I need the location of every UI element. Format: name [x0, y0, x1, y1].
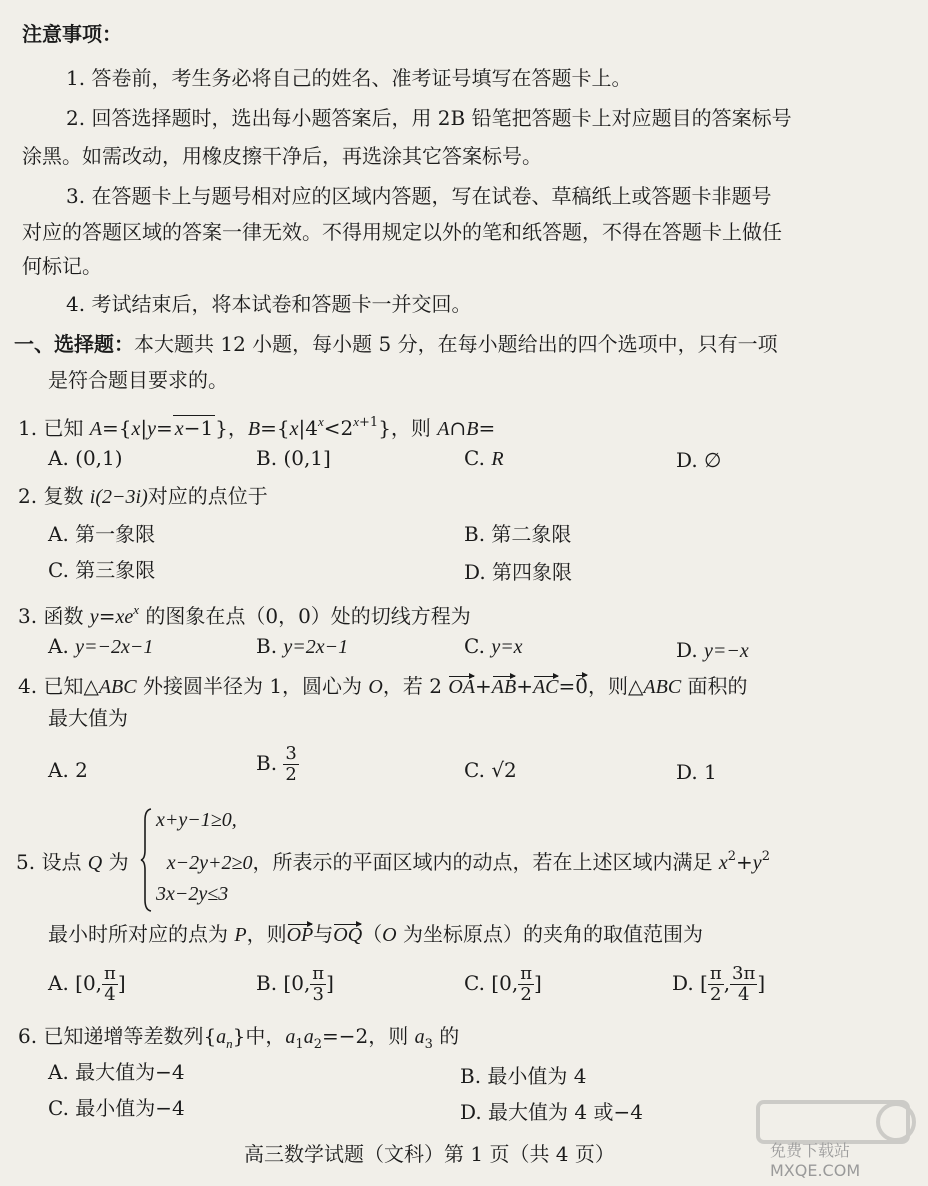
question-2-option-c: C. 第三象限: [48, 558, 156, 582]
question-1-option-d: D. ∅: [676, 448, 722, 472]
page-footer: 高三数学试题（文科）第 1 页（共 4 页）: [244, 1142, 615, 1166]
question-4-option-d: D. 1: [676, 760, 717, 784]
question-5-option-b: B. [0, $\frac{\pi}{3}$ ]: [256, 963, 334, 1005]
question-1-option-b: B. (0,1]: [256, 446, 331, 470]
question-2-stem: 2. 复数 i(2−3i)对应的点位于: [18, 484, 268, 508]
question-4-option-c: C. √2: [464, 758, 517, 782]
question-3-stem: 3. 函数 $y=xe^x$ 的图象在点（0，0）处的切线方程为: [18, 602, 471, 628]
section-description: 本大题共 12 小题，每小题 5 分，在每小题给出的四个选项中，只有一项: [134, 332, 778, 356]
section-description-2: 是符合题目要求的。: [48, 368, 228, 392]
question-5-option-d: D. [ $\frac{\pi}{2}$ , $\frac{3\pi}{4}$ ]: [672, 963, 766, 1005]
question-6-option-c: C. 最小值为−4: [48, 1096, 185, 1120]
section-title: 一、选择题：: [14, 332, 134, 356]
question-4-option-b: B. $\frac{3}{2}$: [256, 743, 297, 785]
notice-item-2b: 涂黑。如需改动，用橡皮擦干净后，再选涂其它答案标号。: [22, 144, 542, 168]
notice-item-3a: 3. 在答题卡上与题号相对应的区域内答题，写在试卷、草稿纸上或答题卡非题号: [66, 184, 772, 208]
question-5-constraint-3: 3x−2y≤3: [156, 883, 229, 905]
question-5-stem-2: 最小时所对应的点为 P，则OP与OQ（O 为坐标原点）的夹角的取值范围为: [48, 920, 703, 949]
question-2-option-a: A. 第一象限: [48, 522, 156, 546]
question-3-option-d: D. y=−x: [676, 638, 749, 662]
question-1-option-c: C. R: [464, 446, 504, 470]
notice-item-1: 1. 答卷前，考生务必将自己的姓名、准考证号填写在答题卡上。: [66, 66, 632, 90]
question-5-option-c: C. [0, $\frac{\pi}{2}$ ]: [464, 963, 542, 1005]
section-heading: [14, 330, 778, 358]
question-4-option-a: A. 2: [48, 758, 88, 782]
question-2-option-d: D. 第四象限: [464, 560, 573, 584]
watermark-text: 免费下载站 MXQE.COM: [770, 1141, 861, 1180]
notice-item-4: 4. 考试结束后，将本试卷和答题卡一并交回。: [66, 292, 472, 316]
question-3-option-a: A. y=−2x−1: [48, 634, 154, 658]
question-1-stem: 1. 已知 A={x|y= x−1 }，$B=\{x|4^x<2^{x+1}\}$，则 A∩B=: [18, 414, 496, 440]
question-4-stem-2: 最大值为: [48, 706, 128, 730]
question-6-option-b: B. 最小值为 4: [460, 1064, 587, 1088]
notice-item-3b: 对应的答题区域的答案一律无效。不得用规定以外的笔和纸答题，不得在答题卡上做任: [22, 220, 782, 244]
question-5-stem: 5. 设点 Q 为 x−2y+2≥0，所表示的平面区域内的动点，若在上述区域内满足 $x^2+y^2$: [16, 849, 770, 874]
notice-item-2a: 2. 回答选择题时，选出每小题答案后，用 2B 铅笔把答题卡上对应题目的答案标号: [66, 106, 792, 130]
question-2-option-b: B. 第二象限: [464, 522, 572, 546]
fraction: $\frac{3}{2}$: [285, 743, 297, 785]
question-5-option-a: A. [0, $\frac{\pi}{4}$ ]: [48, 963, 126, 1005]
notice-item-3c: 何标记。: [22, 254, 102, 278]
notice-heading: 注意事项：: [22, 22, 122, 46]
question-6-option-d: D. 最大值为 4 或−4: [460, 1100, 643, 1124]
question-4-stem: 4. 已知△ABC 外接圆半径为 1，圆心为 O，若 2 OA+AB+AC=0，则△ABC 面积的: [18, 672, 748, 701]
question-5-constraint-2: x−2y+2≥0: [166, 852, 253, 874]
question-1-option-a: A. (0,1): [48, 446, 123, 470]
question-5-constraint-1: x+y−1≥0,: [156, 809, 237, 831]
question-6-option-a: A. 最大值为−4: [48, 1060, 185, 1084]
question-6-stem: 6. 已知递增等差数列$\{a_n\}$中，$a_1a_2=-2$，则 $a_3$ 的: [18, 1024, 460, 1052]
question-3-option-b: B. y=2x−1: [256, 634, 349, 658]
question-3-option-c: C. y=x: [464, 634, 523, 658]
